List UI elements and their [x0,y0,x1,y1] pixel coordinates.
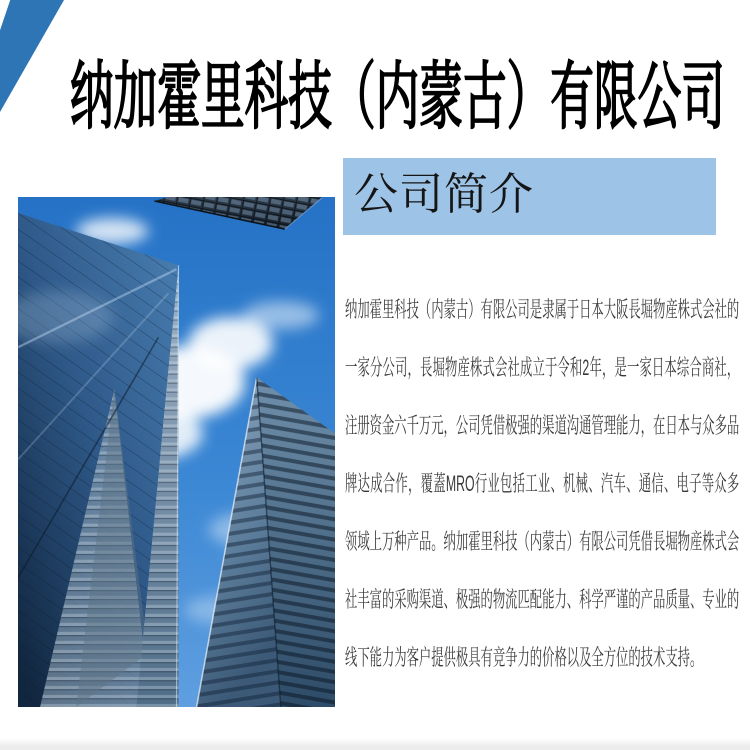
section-header-box [343,158,716,235]
company-intro-paragraph [345,281,739,687]
paragraph-line: 线下能力为客户提供极具有竞争力的价格以及全方位的技术支持。 [345,645,703,670]
skyscraper-illustration [18,197,335,707]
section-header-label: 公司简介 [354,169,534,220]
paragraph-line: 领域上万种产品。纳加霍里科技（内蒙古）有限公司凭借長堀物産株式会 [345,529,740,554]
paragraph-line: 一家分公司，長堀物産株式会社成立于令和2年，是一家日本综合商社， [345,355,740,380]
paragraph-line: 社丰富的采购渠道、极强的物流匹配能力、科学严谨的产品质量、专业的 [345,587,740,612]
bottom-strip [0,738,750,750]
paragraph-line: 注册资金六千万元，公司凭借极强的渠道沟通管理能力，在日本与众多品 [345,413,740,438]
accent-ribbon [0,0,64,112]
company-photo [18,197,335,707]
paragraph-line: 牌达成合作，覆蓋MRO行业包括工业、机械、汽车、通信、电子等众多 [345,471,740,496]
page-title: 纳加霍里科技（内蒙古）有限公司 [70,55,725,138]
left-building [18,213,179,707]
paragraph-line: 纳加霍里科技（内蒙古）有限公司是隶属于日本大阪長堀物産株式会社的 [345,297,740,322]
